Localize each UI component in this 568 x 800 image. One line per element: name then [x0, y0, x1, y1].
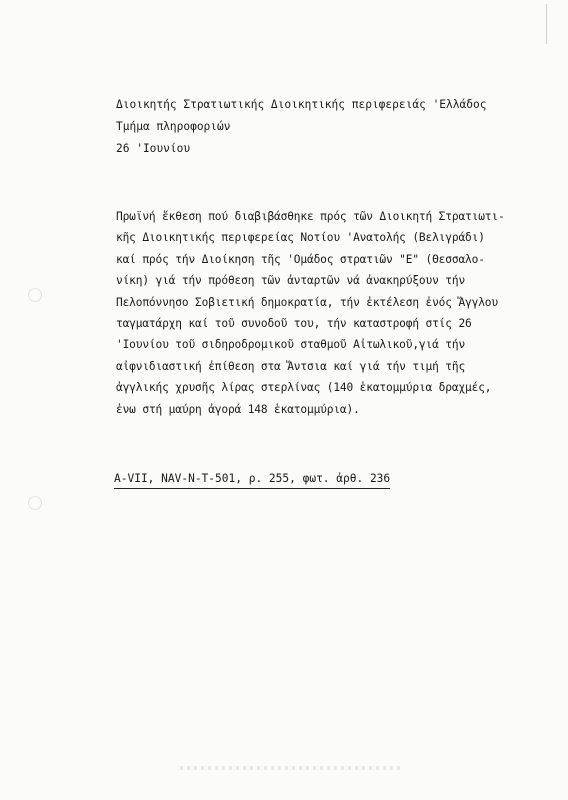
body-line: Πρωϊνή ἔκθεση πού διαβιβάσθηκε πρός τῶν Διοικητή Στρατιωτι-	[116, 210, 505, 223]
punch-hole	[28, 496, 42, 510]
body-line: νίκη) γιά τήν πρόθεση τῶν ἀνταρτῶν νά ἀνακηρύξουν τήν	[116, 274, 466, 288]
body-line: Πελοπόννησο Σοβιετική δημοκρατία, τήν ἐκτέλεση ἐνός Ἄγγλου	[116, 295, 498, 309]
header-line: 26 'Ιουνίου	[116, 142, 191, 155]
body-line: ἐνω στή μαύρη ἀγορά 148 ἑκατομμύρια).	[116, 402, 360, 416]
header-line: Διοικητής Στρατιωτικής Διοικητικής περιφερειάς 'Ελλάδος	[116, 98, 487, 111]
body-line: ταγματάρχη καί τοῦ συνοδοῦ του, τήν καταστροφή στίς 26	[116, 316, 472, 330]
body-line: ἀγγλικής χρυσῆς λίρας στερλίνας (140 ἑκατομμύρια δραχμές,	[116, 381, 492, 395]
document-body	[116, 206, 536, 420]
margin-mark	[546, 4, 547, 44]
body-line: καί πρός τήν Διοίκηση τῆς 'Ομάδος στρατιῶν "Ε" (Θεσσαλο-	[116, 252, 485, 266]
punch-hole	[28, 288, 42, 302]
body-line: αἰφνιδιαστική ἐπίθεση στα Ἄντσια καί γιά τήν τιμή τῆς	[116, 359, 466, 373]
archive-reference: A-VII, NAV-N-T-501, ρ. 255, φωτ. ἀρθ. 236	[114, 472, 390, 489]
body-line: κῆς Διοικητικής περιφερείας Νοτίου 'Ανατολής (Βελιγράδι)	[116, 231, 485, 245]
document-header	[116, 94, 486, 160]
header-line: Τμήμα πληροφοριών	[116, 120, 231, 133]
body-line: 'Ιουνίου τοῦ σιδηροδρομικοῦ σταθμοῦ Αἰτωλικοῦ,γιά τήν	[116, 338, 466, 352]
bleed-through-marks	[180, 766, 400, 770]
